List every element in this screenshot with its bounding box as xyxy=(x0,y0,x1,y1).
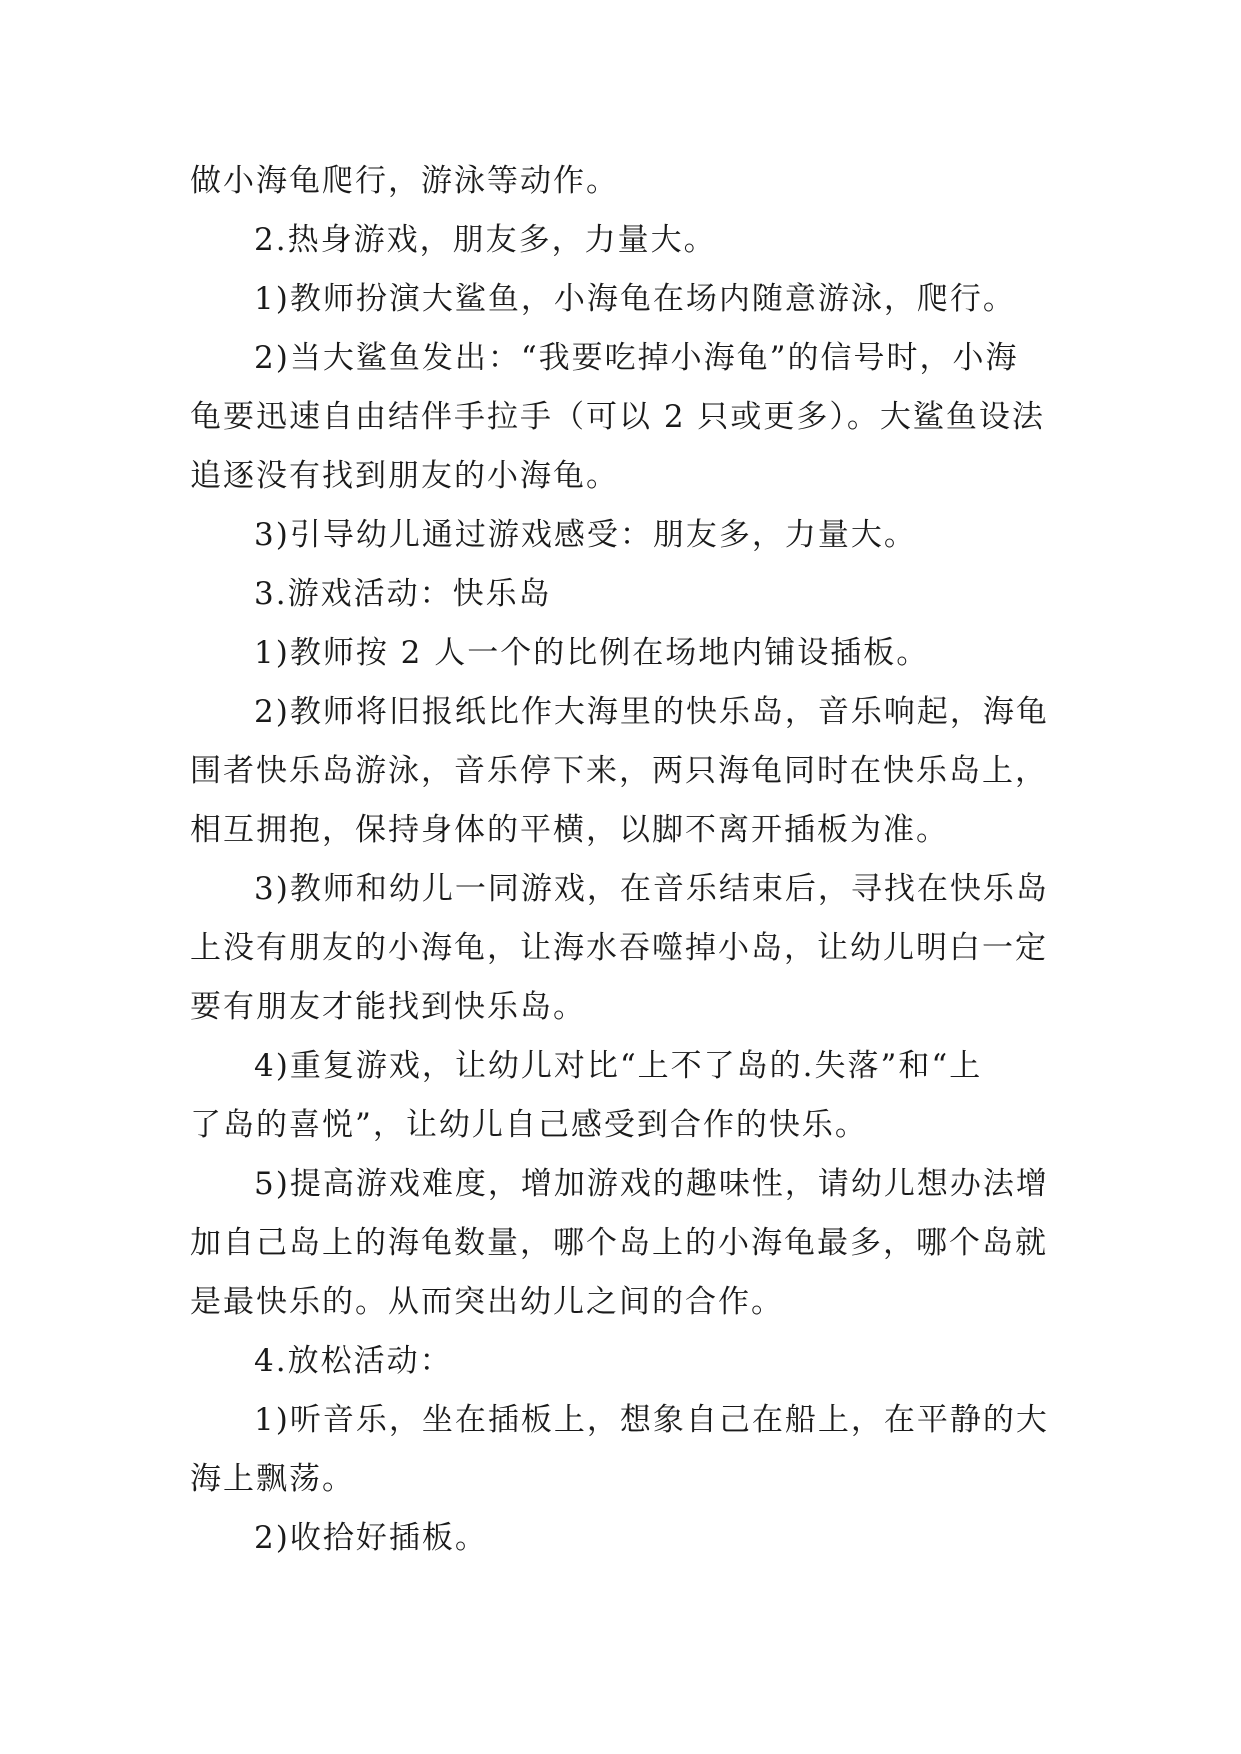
document-body xyxy=(190,152,1058,1568)
text-line: 2.热身游戏，朋友多，力量大。 xyxy=(254,222,717,258)
text-line: 追逐没有找到朋友的小海龟。 xyxy=(190,458,619,494)
text-line: 加自己岛上的海龟数量，哪个岛上的小海龟最多，哪个岛就 xyxy=(190,1225,1048,1261)
text-line: 4.放松活动： xyxy=(254,1343,453,1379)
text-line: 2)教师将旧报纸比作大海里的快乐岛，音乐响起，海龟 xyxy=(254,694,1049,730)
text-line: 海上飘荡。 xyxy=(190,1461,355,1497)
text-line: 龟要迅速自由结伴手拉手（可以 2 只或更多）。大鲨鱼设法 xyxy=(190,399,1045,435)
text-line: 1)教师按 2 人一个的比例在场地内铺设插板。 xyxy=(254,635,930,671)
text-line: 5)提高游戏难度，增加游戏的趣味性，请幼儿想办法增 xyxy=(254,1166,1049,1202)
text-line: 3)教师和幼儿一同游戏，在音乐结束后，寻找在快乐岛 xyxy=(254,871,1049,907)
text-line: 要有朋友才能找到快乐岛。 xyxy=(190,989,586,1025)
text-line: 是最快乐的。从而突出幼儿之间的合作。 xyxy=(190,1284,784,1320)
text-line: 围者快乐岛游泳，音乐停下来，两只海龟同时在快乐岛上， xyxy=(190,753,1048,789)
text-line: 4)重复游戏，让幼儿对比“上不了岛的.失落”和“上 xyxy=(254,1048,983,1084)
text-line: 3.游戏活动：快乐岛 xyxy=(254,576,552,612)
text-line: 相互拥抱，保持身体的平横，以脚不离开插板为准。 xyxy=(190,812,949,848)
text-line: 1)听音乐，坐在插板上，想象自己在船上，在平静的大 xyxy=(254,1402,1049,1438)
text-line: 上没有朋友的小海龟，让海水吞噬掉小岛，让幼儿明白一定 xyxy=(190,930,1048,966)
text-line: 了岛的喜悦”，让幼儿自己感受到合作的快乐。 xyxy=(190,1107,868,1143)
text-line: 做小海龟爬行，游泳等动作。 xyxy=(190,163,619,199)
text-line: 2)收拾好插板。 xyxy=(254,1520,488,1556)
text-line: 3)引导幼儿通过游戏感受：朋友多，力量大。 xyxy=(254,517,917,553)
text-line: 2)当大鲨鱼发出：“我要吃掉小海龟”的信号时，小海 xyxy=(254,340,1019,376)
text-line: 1)教师扮演大鲨鱼，小海龟在场内随意游泳，爬行。 xyxy=(254,281,1016,317)
